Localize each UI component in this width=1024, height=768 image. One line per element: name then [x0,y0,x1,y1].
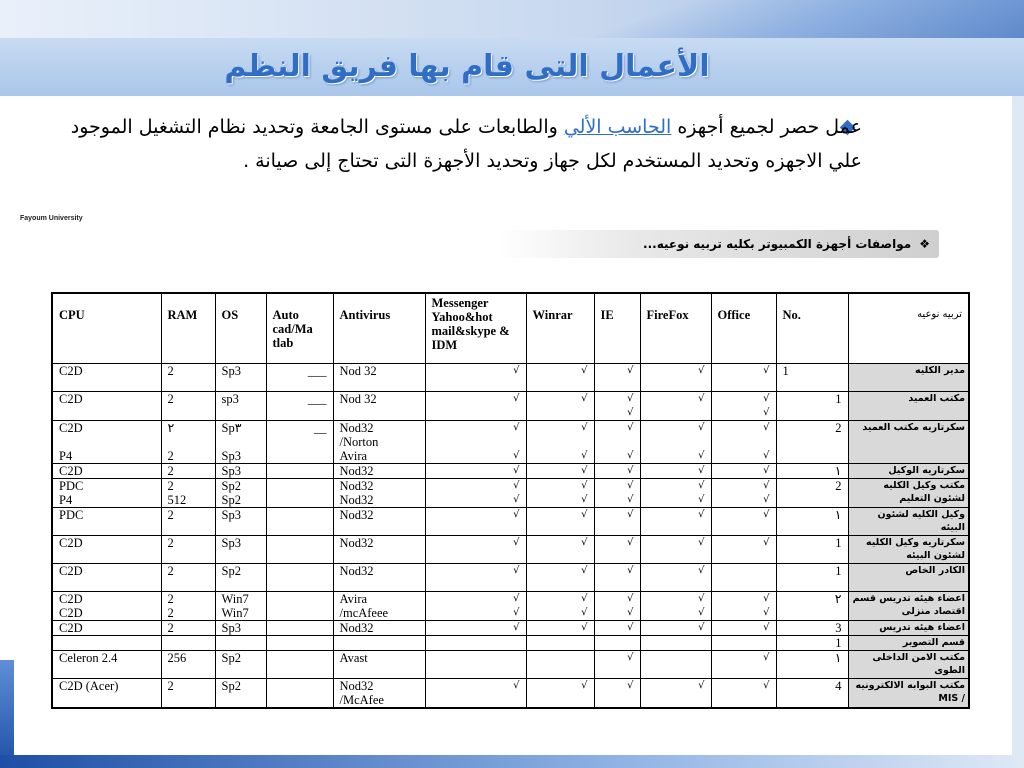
cell-antivirus: Nod 32 [333,391,425,420]
cell-cpu: C2D [52,391,161,420]
cell-messenger: √ [425,463,526,478]
cell-winrar [526,635,594,650]
cell-winrar [526,650,594,678]
cell-auto [266,678,333,708]
table-row [52,650,969,678]
cell-firefox: √ [640,507,711,535]
cell-os: Sp2 Sp2 [215,478,266,507]
cell-ie: √ [594,678,640,708]
table-row [52,391,969,420]
cell-auto [266,650,333,678]
cell-os: Sp2 [215,563,266,591]
cell-antivirus [333,635,425,650]
table-row [52,463,969,478]
cell-messenger: √ [425,363,526,391]
cell-os: Sp٣ Sp3 [215,420,266,463]
cell-os: Sp2 [215,678,266,708]
cell-messenger: √ [425,391,526,420]
cell-faculty: مكتب الامن الداخلى الطوى [848,650,969,678]
cell-office [711,635,776,650]
cell-office [711,563,776,591]
cell-ram: 256 [161,650,215,678]
cell-faculty: مكتب وكيل الكليه لشئون التعليم [848,478,969,507]
cell-auto [266,463,333,478]
column-header: Office [711,293,776,363]
cell-ie [594,635,640,650]
cell-cpu: PDC [52,507,161,535]
cell-office: √ [711,463,776,478]
cell-os: Sp3 [215,363,266,391]
cell-faculty: اعضاء هيئه تدريس قسم اقتصاد منزلى [848,591,969,620]
cell-cpu: Celeron 2.4 [52,650,161,678]
cell-faculty: مكتب العميد [848,391,969,420]
cell-ram [161,635,215,650]
cell-cpu: C2D [52,563,161,591]
cell-os: Sp3 [215,463,266,478]
cell-antivirus: Nod32 [333,507,425,535]
caption-text: مواصفات أجهزة الكمبيوتر بكليه تربيه نوعيه... [643,237,912,251]
right-margin [1012,96,1024,768]
cell-faculty: مدير الكليه [848,363,969,391]
cell-firefox [640,650,711,678]
cell-office: √ [711,507,776,535]
cell-cpu: C2D [52,535,161,563]
cell-ram: 2 [161,463,215,478]
cell-ram: 2 [161,563,215,591]
cell-no: 3 [776,620,848,635]
cell-auto: ___ [266,363,333,391]
cell-firefox: √ [640,363,711,391]
cell-ie: √ [594,507,640,535]
column-header: تربيه نوعيه [848,293,969,363]
cell-auto: __ [266,420,333,463]
cell-ie: √ √ [594,420,640,463]
cell-auto [266,507,333,535]
cell-no: 4 [776,678,848,708]
cell-firefox: √ [640,463,711,478]
cell-antivirus: Nod 32 [333,363,425,391]
cell-antivirus: Nod32 /Norton Avira [333,420,425,463]
cell-cpu: C2D C2D [52,591,161,620]
bullet-text-start: عمل حصر لجميع أجهزه [671,116,862,138]
slide-title: الأعمال التى قام بها فريق النظم [224,49,710,84]
cell-no: 1 [776,535,848,563]
cell-auto [266,591,333,620]
cell-office: √ [711,620,776,635]
cell-firefox: √ [640,563,711,591]
cell-ram: 2 [161,678,215,708]
column-header: Winrar [526,293,594,363]
column-header: Messenger Yahoo&hot mail&skype & IDM [425,293,526,363]
cell-ie: √ [594,620,640,635]
cell-firefox: √ √ [640,420,711,463]
cell-antivirus: Nod32 Nod32 [333,478,425,507]
cell-antivirus: Nod32 [333,535,425,563]
bullet-text [40,110,862,178]
cell-auto [266,620,333,635]
cell-ie: √ [594,650,640,678]
cell-office: √ [711,678,776,708]
table-row [52,363,969,391]
table-row [52,563,969,591]
cell-ram: 2 512 [161,478,215,507]
computer-hyperlink[interactable]: الحاسب الألي [563,116,672,138]
cell-messenger: √ [425,678,526,708]
cell-auto [266,478,333,507]
cell-winrar: √ √ [526,420,594,463]
table-row [52,535,969,563]
column-header: IE [594,293,640,363]
column-header: FireFox [640,293,711,363]
cell-winrar: √ √ [526,591,594,620]
column-header: OS [215,293,266,363]
cell-firefox: √ [640,678,711,708]
cell-firefox: √ √ [640,478,711,507]
cell-no: ١ [776,507,848,535]
cell-faculty: سكرتاريه وكيل الكليه لشئون البيئه [848,535,969,563]
diamond-ornament-icon: ❖ [919,237,930,251]
column-header: CPU [52,293,161,363]
cell-ie: √ [594,535,640,563]
table-body [52,363,969,708]
cell-antivirus: Avira /mcAfeee [333,591,425,620]
cell-cpu: C2D [52,463,161,478]
cell-winrar: √ [526,620,594,635]
cell-os: Sp3 [215,620,266,635]
cell-auto [266,635,333,650]
cell-os: Sp3 [215,535,266,563]
cell-winrar: √ [526,463,594,478]
cell-cpu: C2D (Acer) [52,678,161,708]
cell-messenger: √ √ [425,420,526,463]
column-header: Auto cad/Ma tlab [266,293,333,363]
cell-faculty: الكادر الخاص [848,563,969,591]
cell-faculty: سكرتاريه مكتب العميد [848,420,969,463]
table-row [52,507,969,535]
table-row [52,678,969,708]
cell-os [215,635,266,650]
cell-no: 1 [776,563,848,591]
cell-no: 1 [776,391,848,420]
cell-winrar: √ [526,563,594,591]
cell-os: Win7 Win7 [215,591,266,620]
cell-ram: 2 [161,620,215,635]
document-caption [510,233,930,255]
cell-no: 2 [776,478,848,507]
cell-winrar: √ [526,535,594,563]
cell-messenger [425,635,526,650]
bottom-decoration [0,755,1024,768]
cell-cpu [52,635,161,650]
cell-ie: √ [594,563,640,591]
cell-ie: √ √ [594,478,640,507]
column-header: RAM [161,293,215,363]
cell-antivirus: Nod32 [333,463,425,478]
top-swoosh-decoration [504,0,1024,38]
cell-cpu: PDC P4 [52,478,161,507]
cell-os: Sp3 [215,507,266,535]
table-row [52,478,969,507]
cell-auto: ___ [266,391,333,420]
cell-office: √ [711,363,776,391]
cell-cpu: C2D [52,363,161,391]
cell-office: √ √ [711,478,776,507]
cell-ram: 2 [161,535,215,563]
table-header-row [52,293,969,363]
cell-messenger: √ [425,535,526,563]
cell-ram: ٢ 2 [161,420,215,463]
cell-messenger: √ √ [425,591,526,620]
column-header: No. [776,293,848,363]
cell-messenger: √ [425,563,526,591]
cell-faculty: وكيل الكليه لشئون البيئه [848,507,969,535]
cell-no: 1 [776,635,848,650]
cell-ie: √ √ [594,391,640,420]
cell-faculty: مكتب البوابه الالكترونيه / MIS [848,678,969,708]
cell-messenger [425,650,526,678]
cell-ie: √ [594,463,640,478]
cell-no: ١ [776,650,848,678]
cell-ram: 2 [161,391,215,420]
cell-office: √ √ [711,591,776,620]
cell-winrar: √ [526,507,594,535]
cell-office: √ √ [711,420,776,463]
cell-ram: 2 [161,363,215,391]
cell-cpu: C2D [52,620,161,635]
cell-auto [266,535,333,563]
cell-winrar: √ √ [526,478,594,507]
cell-winrar: √ [526,391,594,420]
cell-messenger: √ [425,507,526,535]
cell-office: √ √ [711,391,776,420]
table-row [52,635,969,650]
cell-no: ١ [776,463,848,478]
cell-faculty: سكرتاريه الوكيل [848,463,969,478]
cell-messenger: √ [425,620,526,635]
cell-firefox: √ [640,620,711,635]
cell-ie: √ √ [594,591,640,620]
table-row [52,591,969,620]
cell-ram: 2 [161,507,215,535]
cell-firefox: √ √ [640,591,711,620]
table-row [52,420,969,463]
cell-cpu: C2D P4 [52,420,161,463]
cell-no: 1 [776,363,848,391]
cell-antivirus: Avast [333,650,425,678]
column-header: Antivirus [333,293,425,363]
cell-no: ٢ [776,591,848,620]
cell-ie: √ [594,363,640,391]
cell-faculty: قسم التصوير [848,635,969,650]
cell-antivirus: Nod32 [333,620,425,635]
cell-winrar: √ [526,678,594,708]
cell-firefox: √ [640,535,711,563]
cell-auto [266,563,333,591]
cell-ram: 2 2 [161,591,215,620]
cell-no: 2 [776,420,848,463]
cell-winrar: √ [526,363,594,391]
cell-antivirus: Nod32 /McAfee [333,678,425,708]
cell-faculty: اعضاء هيئه تدريس [848,620,969,635]
cell-office: √ [711,650,776,678]
cell-office: √ [711,535,776,563]
cell-antivirus: Nod32 [333,563,425,591]
cell-firefox [640,635,711,650]
document-header: Fayoum University [20,215,83,222]
cell-firefox: √ [640,391,711,420]
cell-messenger: √ √ [425,478,526,507]
bullet-text-end: والطابعات على مستوى الجامعة وتحديد نظام التشغيل الموجود علي الاجهزه وتحديد المستخدم لكل جهاز وتحديد الأجهزة التى تحتاج إلى صيانة . [70,116,862,172]
computer-specs-table [51,292,970,709]
table-row [52,620,969,635]
cell-os: Sp2 [215,650,266,678]
cell-os: sp3 [215,391,266,420]
